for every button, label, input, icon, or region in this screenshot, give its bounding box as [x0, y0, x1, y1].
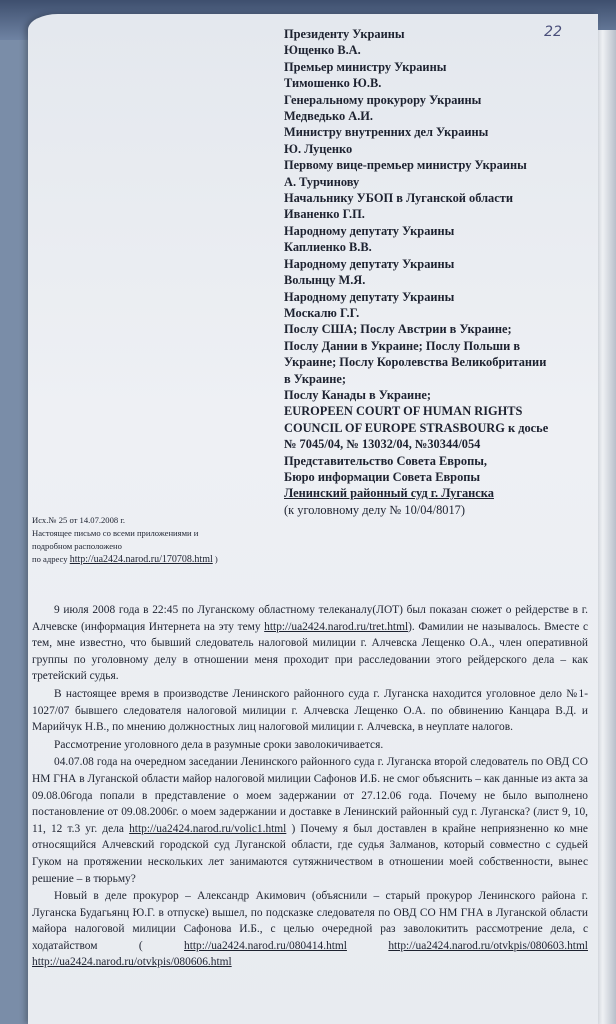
paragraph-text: 9 июля 2008 года в 22:45 по Луганскому областному телеканалу(ЛОТ) был показан сюжет о рейдерстве в г. Алчевске (информация Интернета на эту тему: [32, 604, 588, 633]
addressee-line: Иваненко Г.П.: [284, 207, 365, 222]
addressee-line: в Украине;: [284, 371, 346, 386]
paragraph: [32, 602, 588, 685]
petition-link-2[interactable]: http://ua2424.narod.ru/otvkpis/080603.html: [388, 939, 588, 952]
addressee-line: Бюро информации Совета Европы: [284, 469, 481, 484]
addressee-line: Москалю Г.Г.: [284, 305, 360, 320]
addressee-line: Ющенко В.А.: [284, 43, 361, 58]
document-page: [28, 14, 598, 1024]
letter-body: [32, 602, 588, 972]
addressee-line: А. Турчинову: [284, 174, 360, 189]
ref-line: [32, 553, 282, 566]
petition-link-3[interactable]: http://ua2424.narod.ru/otvkpis/080606.html: [32, 956, 232, 969]
addressee-line: Президенту Украины: [284, 27, 405, 41]
addressee-line: Медведько А.И.: [284, 109, 374, 124]
ref-prefix: по адресу: [32, 554, 70, 564]
addressee-line: Послу США; Послу Австрии в Украине;: [284, 322, 512, 337]
addressee-line: EUROPEEN COURT OF HUMAN RIGHTS: [284, 404, 523, 419]
addressee-block: [284, 26, 584, 518]
tret-link[interactable]: http://ua2424.narod.ru/tret.html: [264, 620, 409, 633]
ref-line: Настоящее письмо со всеми приложениями и: [32, 528, 199, 538]
addressee-line: Каплиенко В.В.: [284, 240, 372, 255]
separator: [347, 940, 388, 952]
paragraph: В настоящее время в производстве Ленинского районного суда г. Луганска находится уголовное дело №1-1027/07 бывшего следователя налоговой милиции г. Алчевска Лещенко О.А. по обвинению Канцара В.Д. и Марийчук Н.В., по мнению должностных лиц налоговой милиции г. Алчевска, в неуплате налогов.: [32, 687, 588, 734]
addressee-line: Ю. Луценко: [284, 141, 353, 156]
addressee-line: Украине; Послу Королевства Великобритании: [284, 355, 547, 370]
case-reference: (к уголовному делу № 10/04/8017): [284, 502, 465, 517]
addressee-line: Начальнику УБОП в Луганской области: [284, 191, 513, 206]
paragraph-text: Новый в деле прокурор – Александр Акимович (объяснили – старый прокурор Ленинского района г. Луганска Будагьянц Ю.Г. в отпуске) вышел, по подсказке следователя по ОВД СО НМ ГНА в Луганской области майора налоговой милиции Сафонова И.Б., с целью очередной раз заволокитить рассмотрение дела, с ходатайством (: [32, 890, 588, 952]
addressee-line: Первому вице-премьер министру Украины: [284, 158, 527, 173]
ref-line: подробном расположено: [32, 541, 122, 551]
addressee-line: Народному депутату Украины: [284, 223, 455, 238]
paragraph-text: ) Почему я был доставлен в крайне неприязненно ко мне относящийся Алчевский городской суд Луганской области, где судья Залманов, который совместно с судьей Гуком на протяжении нескольких лет занимаются сутяжничеством в отношении моей собственности, вынес решение – в тюрьму?: [32, 822, 588, 885]
paragraph-text: ). Фамилии не называлось. Вместе с тем, мне известно, что бывший следователь налоговой милиции г. Алчевска Лещенко О.А., член оперативной группы по уголовному делу в отношении меня проходит при расследовании этого рейдерского дела – как третейский судья.: [32, 620, 588, 683]
paragraph-text: 04.07.08 года на очередном заседании Ленинского районного суда г. Луганска второй следователь по ОВД СО НМ ГНА в Луганской области майор налоговой милиции Сафонов И.Б. не смог объяснить – как данные из акта за 09.08.06года попали в представление о моем задержании от 27.12.06 года. Почему не было выполнено постановление от 09.08.2006г. о моем задержании и доставке в Ленинский районный суд г. Луганска? (лист 9, 10, 11, 12 т.3 уг. дела: [32, 756, 588, 835]
ref-line: Исх.№ 25 от 14.07.2008 г.: [32, 515, 126, 525]
addressee-line: Министру внутренних дел Украины: [284, 125, 489, 140]
paragraph: [32, 888, 588, 971]
ref-link[interactable]: http://ua2424.narod.ru/170708.html: [69, 554, 213, 565]
addressee-line: № 7045/04, № 13032/04, №30344/054: [284, 437, 481, 452]
addressee-line: Премьер министру Украины: [284, 59, 447, 74]
court-addressee: Ленинский районный суд г. Луганска: [284, 486, 494, 501]
petition-link-1[interactable]: http://ua2424.narod.ru/080414.html: [184, 939, 347, 952]
paragraph: [32, 754, 588, 887]
addressee-line: Генеральному прокурору Украины: [284, 92, 482, 107]
addressee-line: Народному депутату Украины: [284, 256, 455, 271]
volic-link[interactable]: http://ua2424.narod.ru/volic1.html: [129, 822, 287, 835]
addressee-line: Волынцу М.Я.: [284, 273, 366, 288]
outgoing-reference: [32, 514, 282, 566]
addressee-line: Послу Канады в Украине;: [284, 387, 431, 402]
addressee-line: Представительство Совета Европы,: [284, 453, 487, 468]
handwritten-page-number: 22: [544, 24, 562, 40]
paragraph: Рассмотрение уголовного дела в разумные сроки заволокичивается.: [54, 738, 384, 751]
addressee-line: Послу Дании в Украине; Послу Польши в: [284, 338, 521, 353]
addressee-line: Народному депутату Украины: [284, 289, 455, 304]
addressee-line: COUNCIL OF EUROPE STRASBOURG к досье: [284, 420, 549, 435]
ref-suffix: ): [212, 554, 218, 564]
addressee-line: Тимошенко Ю.В.: [284, 76, 382, 91]
